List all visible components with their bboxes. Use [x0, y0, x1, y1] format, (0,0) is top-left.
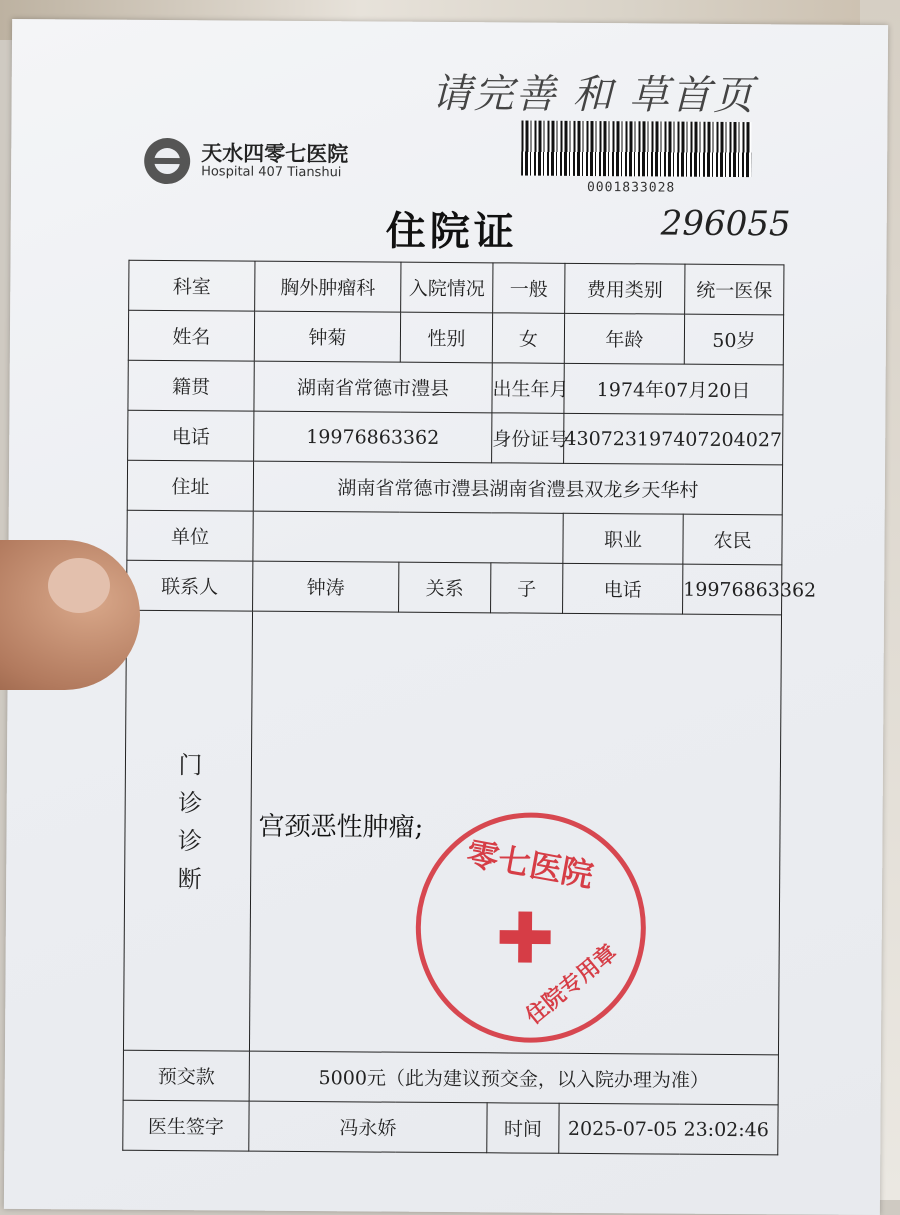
form-row-deposit: [123, 1050, 778, 1105]
id-label: 身份证号: [492, 413, 564, 464]
diagnosis-label-cell: [123, 610, 252, 1051]
diagnosis-value: 宫颈恶性肿瘤;: [258, 811, 424, 843]
relation-value: 子: [491, 563, 563, 614]
doctor-label: 医生签字: [123, 1100, 249, 1151]
unit-label: 单位: [127, 510, 253, 561]
form-row-doctor: [123, 1100, 778, 1155]
name-label: 姓名: [128, 310, 254, 361]
contact-label: 联系人: [127, 560, 253, 611]
admission-form-table: [122, 260, 817, 1156]
document-title: 住院证: [385, 208, 518, 256]
id-value: 430723197407204027: [564, 413, 783, 465]
birth-label: 出生年月: [492, 363, 564, 414]
deposit-value: 5000元（此为建议预交金，以入院办理为准）: [249, 1051, 778, 1105]
birth-value: 1974年07月20日: [564, 363, 783, 415]
barcode: [521, 121, 751, 178]
dept-value: 胸外肿瘤科: [255, 261, 401, 312]
hospital-name-en: Hospital 407 Tianshui: [201, 164, 342, 181]
relation-label: 关系: [399, 562, 491, 613]
handwritten-note: 请完善 和 草首页: [431, 70, 756, 120]
age-label: 年龄: [564, 313, 684, 364]
hospital-name-cn: 天水四零七医院: [201, 141, 349, 167]
contact-phone-label: 电话: [563, 563, 683, 614]
job-value: 农民: [683, 514, 782, 565]
age-value: 50岁: [684, 314, 783, 365]
stamp-top-text: 零七医院: [463, 834, 597, 895]
form-row-contact: [127, 560, 782, 615]
stamp-bottom-text: 住院专用章: [521, 940, 623, 1030]
sex-label: 性别: [400, 312, 492, 363]
unit-value: [253, 511, 563, 563]
dept-label: 科室: [129, 260, 255, 311]
phone-value: 19976863362: [254, 411, 492, 463]
doctor-value: 冯永娇: [249, 1101, 487, 1153]
hospital-stamp: [415, 812, 647, 1044]
red-cross-icon: ✚: [495, 897, 555, 980]
job-label: 职业: [563, 513, 683, 564]
barcode-number: 0001833028: [586, 179, 676, 196]
fee-value: 统一医保: [685, 264, 784, 315]
time-value: 2025-07-05 23:02:46: [559, 1103, 778, 1155]
sex-value: 女: [492, 313, 564, 364]
handwritten-number: 296055: [660, 203, 791, 245]
time-label: 时间: [487, 1103, 559, 1154]
admission-label: 入院情况: [401, 262, 493, 313]
form-row-unit: [127, 510, 782, 565]
native-value: 湖南省常德市澧县: [254, 361, 492, 413]
contact-value: 钟涛: [253, 561, 399, 612]
form-row-phone: [128, 410, 783, 465]
form-row-dept: [129, 260, 784, 315]
native-label: 籍贯: [128, 360, 254, 411]
form-row-address: [127, 460, 782, 515]
contact-phone-value: 19976863362: [683, 564, 782, 615]
diagnosis-label: 门诊诊断: [172, 752, 203, 905]
form-row-name: [128, 310, 783, 365]
fee-label: 费用类别: [565, 263, 685, 314]
form-row-native: [128, 360, 783, 415]
deposit-label: 预交款: [123, 1050, 249, 1101]
address-label: 住址: [127, 460, 253, 511]
address-value: 湖南省常德市澧县湖南省澧县双龙乡天华村: [253, 461, 782, 515]
hospital-logo-icon: [144, 138, 190, 184]
admission-value: 一般: [493, 263, 565, 314]
phone-label: 电话: [128, 410, 254, 461]
name-value: 钟菊: [254, 311, 400, 362]
